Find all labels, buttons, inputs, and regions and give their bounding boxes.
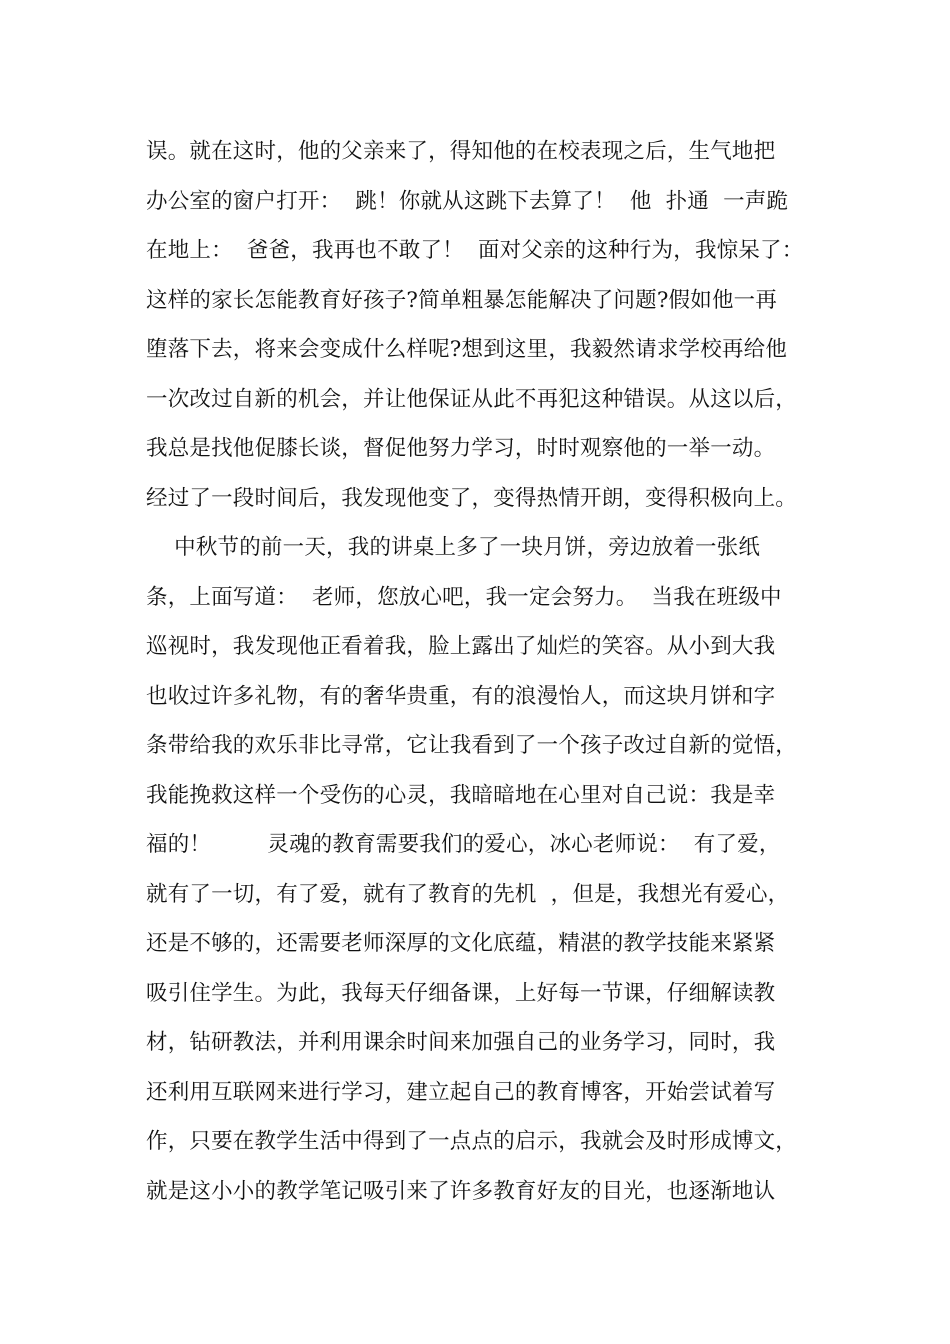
text-line: 巡视时，我发现他正看着我，脸上露出了灿烂的笑容。从小到大我 xyxy=(146,634,776,659)
text-line: 也收过许多礼物，有的奢华贵重，有的浪漫怡人，而这块月饼和字 xyxy=(146,683,776,709)
text-line: 我能挽救这样一个受伤的心灵，我暗暗地在心里对自己说：我是幸 xyxy=(146,782,776,808)
text-line: 这样的家长怎能教育好孩子?简单粗暴怎能解决了问题?假如他一再 xyxy=(146,287,778,313)
text-line: 还是不够的，还需要老师深厚的文化底蕴，精湛的教学技能来紧紧 xyxy=(146,931,776,956)
text-line: 办公室的窗户打开： 跳！你就从这跳下去算了！ 他 扑通 一声跪 xyxy=(146,188,789,214)
text-line: 条，上面写道： 老师，您放心吧，我一定会努力。 当我在班级中 xyxy=(146,584,782,610)
text-line: 一次改过自新的机会，并让他保证从此不再犯这种错误。从这以后， xyxy=(146,386,798,412)
body-text xyxy=(146,132,826,1221)
text-line: 就有了一切，有了爱，就有了教育的先机 ，但是，我想光有爱心， xyxy=(146,881,790,907)
text-line: 福的！ 灵魂的教育需要我们的爱心，冰心老师说： 有了爱， xyxy=(146,832,781,857)
text-line: 条带给我的欢乐非比寻常，它让我看到了一个孩子改过自新的觉悟， xyxy=(146,733,798,758)
text-line: 在地上： 爸爸，我再也不敢了！ 面对父亲的这种行为，我惊呆了： xyxy=(146,238,804,263)
text-line: 我总是找他促膝长谈，督促他努力学习，时时观察他的一举一动。 xyxy=(146,436,776,461)
text-line: 吸引住学生。为此，我每天仔细备课，上好每一节课，仔细解读教 xyxy=(146,980,776,1006)
text-line: 材，钻研教法，并利用课余时间来加强自己的业务学习，同时，我 xyxy=(146,1030,776,1055)
text-line: 中秋节的前一天，我的讲桌上多了一块月饼，旁边放着一张纸 xyxy=(146,535,761,560)
text-line: 还利用互联网来进行学习，建立起自己的教育博客，开始尝试着写 xyxy=(146,1079,776,1105)
text-line: 堕落下去，将来会变成什么样呢?想到这里，我毅然请求学校再给他 xyxy=(146,337,788,362)
text-line: 经过了一段时间后，我发现他变了，变得热情开朗，变得积极向上。 xyxy=(146,485,798,511)
text-line: 就是这小小的教学笔记吸引来了许多教育好友的目光，也逐渐地认 xyxy=(146,1178,776,1204)
text-line: 误。就在这时，他的父亲来了，得知他的在校表现之后，生气地把 xyxy=(146,139,776,164)
text-line: 作，只要在教学生活中得到了一点点的启示，我就会及时形成博文， xyxy=(146,1129,798,1154)
